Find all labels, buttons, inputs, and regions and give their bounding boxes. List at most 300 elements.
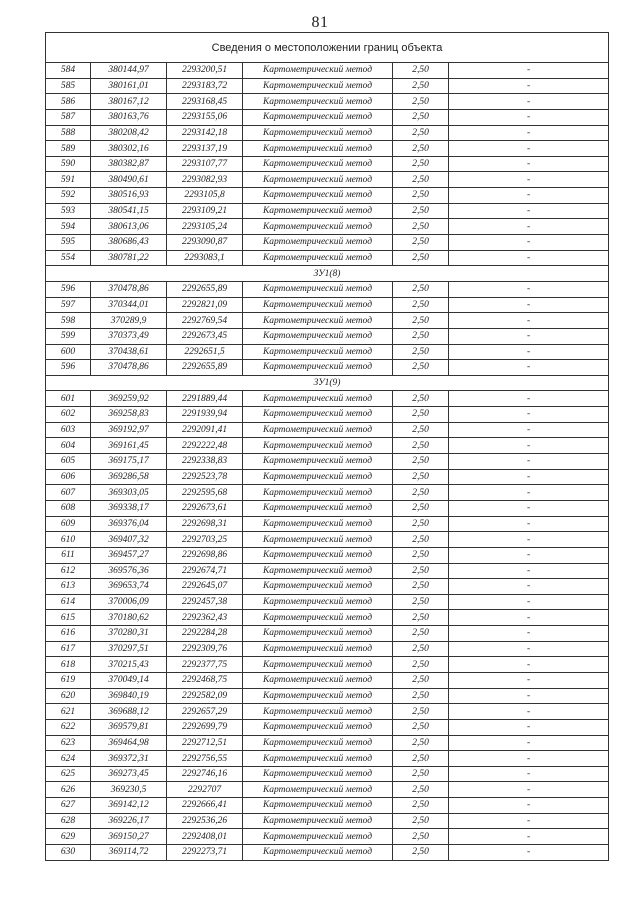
y-coordinate-cell: 2292655,89 xyxy=(167,360,243,376)
accuracy-cell: 2,50 xyxy=(393,579,449,595)
x-coordinate-cell: 380541,15 xyxy=(91,203,167,219)
y-coordinate-cell: 2292666,41 xyxy=(167,798,243,814)
y-coordinate-cell: 2293090,87 xyxy=(167,235,243,251)
accuracy-cell: 2,50 xyxy=(393,125,449,141)
y-coordinate-cell: 2292523,78 xyxy=(167,469,243,485)
table-title-row xyxy=(46,33,609,63)
method-cell: Картометрический метод xyxy=(243,281,393,297)
description-cell: - xyxy=(449,360,609,376)
y-coordinate-cell: 2292707 xyxy=(167,782,243,798)
table-row xyxy=(46,281,609,297)
method-cell: Картометрический метод xyxy=(243,109,393,125)
description-cell: - xyxy=(449,641,609,657)
accuracy-cell: 2,50 xyxy=(393,845,449,861)
point-number-cell: 620 xyxy=(46,688,91,704)
table-row xyxy=(46,328,609,344)
point-number-cell: 596 xyxy=(46,360,91,376)
description-cell: - xyxy=(449,391,609,407)
method-cell: Картометрический метод xyxy=(243,657,393,673)
point-number-cell: 590 xyxy=(46,156,91,172)
point-number-cell: 606 xyxy=(46,469,91,485)
x-coordinate-cell: 369258,83 xyxy=(91,407,167,423)
table-row xyxy=(46,407,609,423)
x-coordinate-cell: 380382,87 xyxy=(91,156,167,172)
point-number-cell: 614 xyxy=(46,594,91,610)
table-row xyxy=(46,626,609,642)
table-row xyxy=(46,766,609,782)
y-coordinate-cell: 2292703,25 xyxy=(167,532,243,548)
accuracy-cell: 2,50 xyxy=(393,516,449,532)
description-cell: - xyxy=(449,532,609,548)
x-coordinate-cell: 380208,42 xyxy=(91,125,167,141)
method-cell: Картометрический метод xyxy=(243,360,393,376)
y-coordinate-cell: 2292673,61 xyxy=(167,500,243,516)
x-coordinate-cell: 369142,12 xyxy=(91,798,167,814)
method-cell: Картометрический метод xyxy=(243,719,393,735)
point-number-cell: 599 xyxy=(46,328,91,344)
y-coordinate-cell: 2292408,01 xyxy=(167,829,243,845)
y-coordinate-cell: 2292712,51 xyxy=(167,735,243,751)
accuracy-cell: 2,50 xyxy=(393,829,449,845)
section-header-row xyxy=(46,266,609,282)
y-coordinate-cell: 2292698,31 xyxy=(167,516,243,532)
x-coordinate-cell: 380490,61 xyxy=(91,172,167,188)
description-cell: - xyxy=(449,500,609,516)
accuracy-cell: 2,50 xyxy=(393,563,449,579)
accuracy-cell: 2,50 xyxy=(393,219,449,235)
x-coordinate-cell: 369114,72 xyxy=(91,845,167,861)
description-cell: - xyxy=(449,704,609,720)
x-coordinate-cell: 369407,32 xyxy=(91,532,167,548)
accuracy-cell: 2,50 xyxy=(393,672,449,688)
point-number-cell: 612 xyxy=(46,563,91,579)
x-coordinate-cell: 369303,05 xyxy=(91,485,167,501)
table-row xyxy=(46,391,609,407)
table-row xyxy=(46,469,609,485)
point-number-cell: 616 xyxy=(46,626,91,642)
method-cell: Картометрический метод xyxy=(243,391,393,407)
x-coordinate-cell: 369175,17 xyxy=(91,454,167,470)
description-cell: - xyxy=(449,328,609,344)
table-row xyxy=(46,688,609,704)
accuracy-cell: 2,50 xyxy=(393,203,449,219)
table-row xyxy=(46,657,609,673)
x-coordinate-cell: 369464,98 xyxy=(91,735,167,751)
point-number-cell: 593 xyxy=(46,203,91,219)
description-cell: - xyxy=(449,516,609,532)
point-number-cell: 629 xyxy=(46,829,91,845)
point-number-cell: 595 xyxy=(46,235,91,251)
accuracy-cell: 2,50 xyxy=(393,250,449,266)
point-number-cell: 625 xyxy=(46,766,91,782)
table-row xyxy=(46,109,609,125)
description-cell: - xyxy=(449,125,609,141)
point-number-cell: 586 xyxy=(46,94,91,110)
point-number-cell: 587 xyxy=(46,109,91,125)
y-coordinate-cell: 2292362,43 xyxy=(167,610,243,626)
x-coordinate-cell: 369579,81 xyxy=(91,719,167,735)
y-coordinate-cell: 2293109,21 xyxy=(167,203,243,219)
x-coordinate-cell: 380163,76 xyxy=(91,109,167,125)
boundary-coordinates-table xyxy=(45,32,609,861)
x-coordinate-cell: 369286,58 xyxy=(91,469,167,485)
x-coordinate-cell: 380686,43 xyxy=(91,235,167,251)
accuracy-cell: 2,50 xyxy=(393,94,449,110)
y-coordinate-cell: 2292222,48 xyxy=(167,438,243,454)
table-row xyxy=(46,78,609,94)
table-row xyxy=(46,782,609,798)
table-row xyxy=(46,500,609,516)
y-coordinate-cell: 2293183,72 xyxy=(167,78,243,94)
description-cell: - xyxy=(449,297,609,313)
point-number-cell: 613 xyxy=(46,579,91,595)
table-title: Сведения о местоположении границ объекта xyxy=(46,33,609,63)
table-row xyxy=(46,719,609,735)
method-cell: Картометрический метод xyxy=(243,735,393,751)
method-cell: Картометрический метод xyxy=(243,469,393,485)
x-coordinate-cell: 370280,31 xyxy=(91,626,167,642)
point-number-cell: 619 xyxy=(46,672,91,688)
x-coordinate-cell: 380144,97 xyxy=(91,63,167,79)
description-cell: - xyxy=(449,547,609,563)
method-cell: Картометрический метод xyxy=(243,219,393,235)
accuracy-cell: 2,50 xyxy=(393,391,449,407)
x-coordinate-cell: 370373,49 xyxy=(91,328,167,344)
x-coordinate-cell: 380781,22 xyxy=(91,250,167,266)
table-row xyxy=(46,63,609,79)
method-cell: Картометрический метод xyxy=(243,782,393,798)
description-cell: - xyxy=(449,469,609,485)
table-row xyxy=(46,156,609,172)
description-cell: - xyxy=(449,563,609,579)
method-cell: Картометрический метод xyxy=(243,610,393,626)
method-cell: Картометрический метод xyxy=(243,172,393,188)
method-cell: Картометрический метод xyxy=(243,344,393,360)
accuracy-cell: 2,50 xyxy=(393,109,449,125)
description-cell: - xyxy=(449,422,609,438)
x-coordinate-cell: 369230,5 xyxy=(91,782,167,798)
x-coordinate-cell: 369372,31 xyxy=(91,751,167,767)
point-number-cell: 602 xyxy=(46,407,91,423)
method-cell: Картометрический метод xyxy=(243,845,393,861)
x-coordinate-cell: 369150,27 xyxy=(91,829,167,845)
description-cell: - xyxy=(449,798,609,814)
table-row xyxy=(46,813,609,829)
accuracy-cell: 2,50 xyxy=(393,813,449,829)
x-coordinate-cell: 369259,92 xyxy=(91,391,167,407)
method-cell: Картометрический метод xyxy=(243,829,393,845)
y-coordinate-cell: 2292821,09 xyxy=(167,297,243,313)
accuracy-cell: 2,50 xyxy=(393,485,449,501)
description-cell: - xyxy=(449,751,609,767)
accuracy-cell: 2,50 xyxy=(393,407,449,423)
y-coordinate-cell: 2292769,54 xyxy=(167,313,243,329)
method-cell: Картометрический метод xyxy=(243,766,393,782)
description-cell: - xyxy=(449,407,609,423)
description-cell: - xyxy=(449,735,609,751)
table-row xyxy=(46,845,609,861)
x-coordinate-cell: 369338,17 xyxy=(91,500,167,516)
table-row xyxy=(46,594,609,610)
description-cell: - xyxy=(449,203,609,219)
y-coordinate-cell: 2292338,83 xyxy=(167,454,243,470)
x-coordinate-cell: 380161,01 xyxy=(91,78,167,94)
point-number-cell: 626 xyxy=(46,782,91,798)
table-row xyxy=(46,829,609,845)
method-cell: Картометрический метод xyxy=(243,516,393,532)
description-cell: - xyxy=(449,657,609,673)
method-cell: Картометрический метод xyxy=(243,594,393,610)
accuracy-cell: 2,50 xyxy=(393,547,449,563)
table-row xyxy=(46,704,609,720)
y-coordinate-cell: 2292673,45 xyxy=(167,328,243,344)
y-coordinate-cell: 2292091,41 xyxy=(167,422,243,438)
y-coordinate-cell: 2293137,19 xyxy=(167,141,243,157)
table-row xyxy=(46,250,609,266)
y-coordinate-cell: 2293142,18 xyxy=(167,125,243,141)
point-number-cell: 628 xyxy=(46,813,91,829)
y-coordinate-cell: 2291939,94 xyxy=(167,407,243,423)
point-number-cell: 608 xyxy=(46,500,91,516)
table-row xyxy=(46,188,609,204)
accuracy-cell: 2,50 xyxy=(393,344,449,360)
description-cell: - xyxy=(449,579,609,595)
method-cell: Картометрический метод xyxy=(243,125,393,141)
y-coordinate-cell: 2292309,76 xyxy=(167,641,243,657)
description-cell: - xyxy=(449,594,609,610)
description-cell: - xyxy=(449,94,609,110)
method-cell: Картометрический метод xyxy=(243,798,393,814)
accuracy-cell: 2,50 xyxy=(393,469,449,485)
point-number-cell: 610 xyxy=(46,532,91,548)
accuracy-cell: 2,50 xyxy=(393,704,449,720)
table-row xyxy=(46,547,609,563)
y-coordinate-cell: 2293155,06 xyxy=(167,109,243,125)
accuracy-cell: 2,50 xyxy=(393,422,449,438)
accuracy-cell: 2,50 xyxy=(393,313,449,329)
table-row xyxy=(46,485,609,501)
table-row xyxy=(46,798,609,814)
page-number: 81 xyxy=(311,14,329,31)
description-cell: - xyxy=(449,313,609,329)
table-row xyxy=(46,641,609,657)
point-number-cell: 607 xyxy=(46,485,91,501)
description-cell: - xyxy=(449,438,609,454)
method-cell: Картометрический метод xyxy=(243,641,393,657)
y-coordinate-cell: 2292698,86 xyxy=(167,547,243,563)
description-cell: - xyxy=(449,235,609,251)
point-number-cell: 600 xyxy=(46,344,91,360)
accuracy-cell: 2,50 xyxy=(393,141,449,157)
method-cell: Картометрический метод xyxy=(243,94,393,110)
y-coordinate-cell: 2292377,75 xyxy=(167,657,243,673)
point-number-cell: 603 xyxy=(46,422,91,438)
description-cell: - xyxy=(449,109,609,125)
x-coordinate-cell: 369192,97 xyxy=(91,422,167,438)
x-coordinate-cell: 370049,14 xyxy=(91,672,167,688)
method-cell: Картометрический метод xyxy=(243,328,393,344)
y-coordinate-cell: 2293107,77 xyxy=(167,156,243,172)
y-coordinate-cell: 2293105,8 xyxy=(167,188,243,204)
y-coordinate-cell: 2292746,16 xyxy=(167,766,243,782)
accuracy-cell: 2,50 xyxy=(393,719,449,735)
accuracy-cell: 2,50 xyxy=(393,281,449,297)
x-coordinate-cell: 369576,36 xyxy=(91,563,167,579)
table-row xyxy=(46,579,609,595)
x-coordinate-cell: 370006,09 xyxy=(91,594,167,610)
point-number-cell: 611 xyxy=(46,547,91,563)
accuracy-cell: 2,50 xyxy=(393,297,449,313)
y-coordinate-cell: 2292284,28 xyxy=(167,626,243,642)
method-cell: Картометрический метод xyxy=(243,532,393,548)
table-row xyxy=(46,125,609,141)
accuracy-cell: 2,50 xyxy=(393,172,449,188)
accuracy-cell: 2,50 xyxy=(393,532,449,548)
accuracy-cell: 2,50 xyxy=(393,188,449,204)
accuracy-cell: 2,50 xyxy=(393,78,449,94)
method-cell: Картометрический метод xyxy=(243,78,393,94)
point-number-cell: 584 xyxy=(46,63,91,79)
accuracy-cell: 2,50 xyxy=(393,454,449,470)
accuracy-cell: 2,50 xyxy=(393,751,449,767)
y-coordinate-cell: 2292536,26 xyxy=(167,813,243,829)
description-cell: - xyxy=(449,344,609,360)
accuracy-cell: 2,50 xyxy=(393,594,449,610)
table-row xyxy=(46,516,609,532)
description-cell: - xyxy=(449,78,609,94)
accuracy-cell: 2,50 xyxy=(393,735,449,751)
description-cell: - xyxy=(449,156,609,172)
description-cell: - xyxy=(449,845,609,861)
y-coordinate-cell: 2293200,51 xyxy=(167,63,243,79)
table-row xyxy=(46,313,609,329)
y-coordinate-cell: 2292651,5 xyxy=(167,344,243,360)
x-coordinate-cell: 380613,06 xyxy=(91,219,167,235)
point-number-cell: 624 xyxy=(46,751,91,767)
x-coordinate-cell: 380516,93 xyxy=(91,188,167,204)
accuracy-cell: 2,50 xyxy=(393,156,449,172)
table-row xyxy=(46,172,609,188)
point-number-cell: 596 xyxy=(46,281,91,297)
table-row xyxy=(46,672,609,688)
accuracy-cell: 2,50 xyxy=(393,63,449,79)
table-row xyxy=(46,438,609,454)
x-coordinate-cell: 369688,12 xyxy=(91,704,167,720)
y-coordinate-cell: 2293168,45 xyxy=(167,94,243,110)
point-number-cell: 630 xyxy=(46,845,91,861)
y-coordinate-cell: 2292595,68 xyxy=(167,485,243,501)
accuracy-cell: 2,50 xyxy=(393,688,449,704)
point-number-cell: 554 xyxy=(46,250,91,266)
point-number-cell: 615 xyxy=(46,610,91,626)
accuracy-cell: 2,50 xyxy=(393,657,449,673)
y-coordinate-cell: 2292699,79 xyxy=(167,719,243,735)
accuracy-cell: 2,50 xyxy=(393,328,449,344)
description-cell: - xyxy=(449,281,609,297)
x-coordinate-cell: 369376,04 xyxy=(91,516,167,532)
point-number-cell: 601 xyxy=(46,391,91,407)
table-row xyxy=(46,454,609,470)
table-row xyxy=(46,360,609,376)
method-cell: Картометрический метод xyxy=(243,156,393,172)
accuracy-cell: 2,50 xyxy=(393,798,449,814)
x-coordinate-cell: 370215,43 xyxy=(91,657,167,673)
x-coordinate-cell: 380167,12 xyxy=(91,94,167,110)
x-coordinate-cell: 370344,01 xyxy=(91,297,167,313)
description-cell: - xyxy=(449,454,609,470)
table-row xyxy=(46,297,609,313)
method-cell: Картометрический метод xyxy=(243,688,393,704)
table-row xyxy=(46,344,609,360)
section-label: ЗУ1(9) xyxy=(46,375,609,391)
point-number-cell: 622 xyxy=(46,719,91,735)
point-number-cell: 609 xyxy=(46,516,91,532)
point-number-cell: 592 xyxy=(46,188,91,204)
point-number-cell: 604 xyxy=(46,438,91,454)
method-cell: Картометрический метод xyxy=(243,485,393,501)
table-row xyxy=(46,532,609,548)
x-coordinate-cell: 370478,86 xyxy=(91,281,167,297)
point-number-cell: 598 xyxy=(46,313,91,329)
point-number-cell: 623 xyxy=(46,735,91,751)
y-coordinate-cell: 2292756,55 xyxy=(167,751,243,767)
point-number-cell: 591 xyxy=(46,172,91,188)
method-cell: Картометрический метод xyxy=(243,188,393,204)
method-cell: Картометрический метод xyxy=(243,563,393,579)
section-label: ЗУ1(8) xyxy=(46,266,609,282)
table-row xyxy=(46,735,609,751)
description-cell: - xyxy=(449,250,609,266)
method-cell: Картометрический метод xyxy=(243,250,393,266)
description-cell: - xyxy=(449,766,609,782)
description-cell: - xyxy=(449,688,609,704)
table-row xyxy=(46,422,609,438)
method-cell: Картометрический метод xyxy=(243,313,393,329)
y-coordinate-cell: 2292655,89 xyxy=(167,281,243,297)
method-cell: Картометрический метод xyxy=(243,579,393,595)
y-coordinate-cell: 2292645,07 xyxy=(167,579,243,595)
description-cell: - xyxy=(449,829,609,845)
method-cell: Картометрический метод xyxy=(243,63,393,79)
accuracy-cell: 2,50 xyxy=(393,766,449,782)
description-cell: - xyxy=(449,719,609,735)
method-cell: Картометрический метод xyxy=(243,141,393,157)
point-number-cell: 594 xyxy=(46,219,91,235)
method-cell: Картометрический метод xyxy=(243,438,393,454)
x-coordinate-cell: 370297,51 xyxy=(91,641,167,657)
x-coordinate-cell: 369653,74 xyxy=(91,579,167,595)
method-cell: Картометрический метод xyxy=(243,704,393,720)
y-coordinate-cell: 2292582,09 xyxy=(167,688,243,704)
method-cell: Картометрический метод xyxy=(243,672,393,688)
point-number-cell: 588 xyxy=(46,125,91,141)
method-cell: Картометрический метод xyxy=(243,547,393,563)
x-coordinate-cell: 369273,45 xyxy=(91,766,167,782)
accuracy-cell: 2,50 xyxy=(393,235,449,251)
point-number-cell: 627 xyxy=(46,798,91,814)
table-row xyxy=(46,610,609,626)
accuracy-cell: 2,50 xyxy=(393,626,449,642)
x-coordinate-cell: 370289,9 xyxy=(91,313,167,329)
y-coordinate-cell: 2292457,38 xyxy=(167,594,243,610)
method-cell: Картометрический метод xyxy=(243,235,393,251)
x-coordinate-cell: 370478,86 xyxy=(91,360,167,376)
description-cell: - xyxy=(449,672,609,688)
accuracy-cell: 2,50 xyxy=(393,360,449,376)
table-row xyxy=(46,94,609,110)
accuracy-cell: 2,50 xyxy=(393,610,449,626)
x-coordinate-cell: 380302,16 xyxy=(91,141,167,157)
